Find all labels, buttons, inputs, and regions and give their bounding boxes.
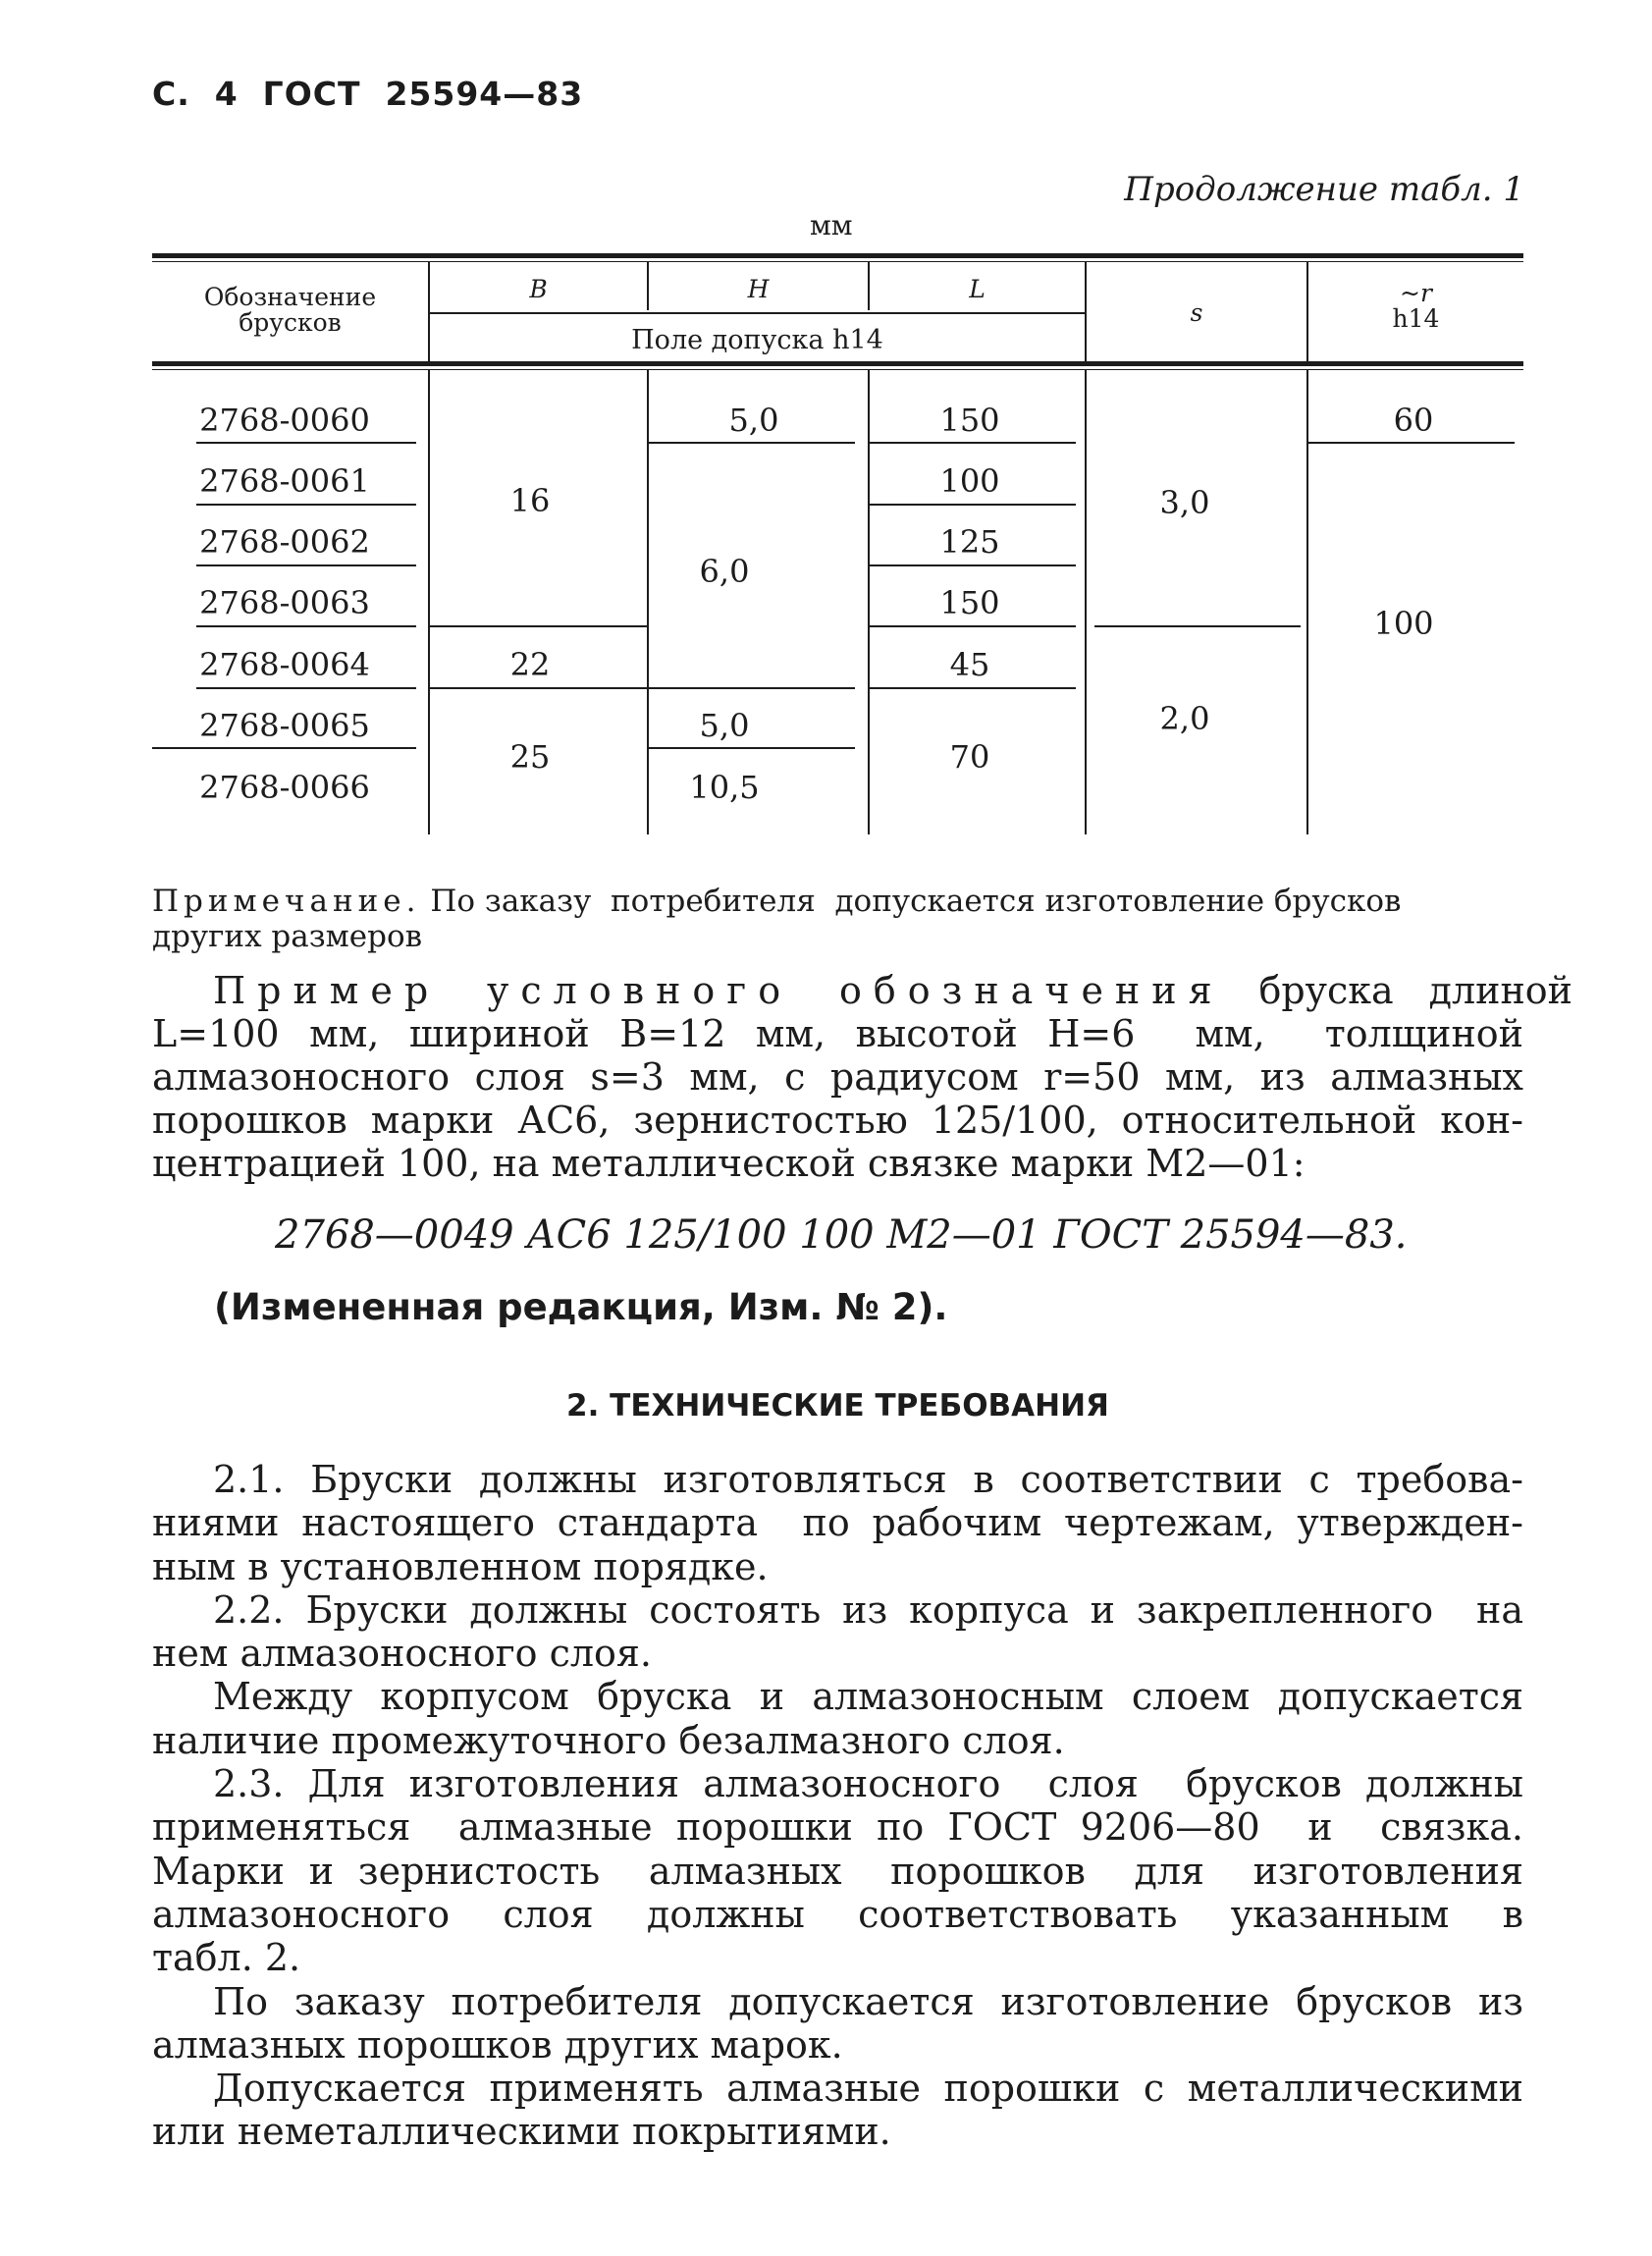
h-rule xyxy=(649,687,855,689)
table-cell-b: 16 xyxy=(509,482,551,519)
paragraph-line: алмазных порошков других марок. xyxy=(152,2022,843,2067)
paragraph-line: применяться алмазные порошки по ГОСТ 9206—80 и связка. xyxy=(152,1805,1523,1850)
l-rule xyxy=(870,564,1076,566)
table-unit: мм xyxy=(810,209,853,242)
header-r-tolerance: h14 xyxy=(1392,304,1440,334)
paragraph-line: По заказу потребителя допускается изготовление брусков из xyxy=(213,1979,1523,2023)
body-vline-3 xyxy=(868,370,870,834)
b-rule xyxy=(430,625,647,627)
l-rule xyxy=(870,504,1076,506)
paragraph-line: алмазоносного слоя должны соответствовать указанным в xyxy=(152,1892,1523,1936)
example-line-1 xyxy=(213,969,1572,1012)
table-cell-r: 100 xyxy=(1373,605,1434,642)
paragraph-line: табл. 2. xyxy=(152,1936,301,1980)
example-line-1-text: бруска длиной xyxy=(1258,969,1572,1012)
table-cell-l: 100 xyxy=(939,462,1000,500)
header-designation-line2: брусков xyxy=(239,308,342,338)
paragraph-line: Между корпусом бруска и алмазоносным слоем допускается xyxy=(213,1675,1523,1719)
table-cell-l: 150 xyxy=(939,584,1000,621)
example-line-2: L=100 мм, шириной B=12 мм, высотой H=6 мм, толщиной xyxy=(152,1012,1523,1055)
paragraph-line: наличие промежуточного безалмазного слоя. xyxy=(152,1718,1065,1762)
h-rule xyxy=(649,747,855,749)
h-rule xyxy=(649,442,855,444)
header-tolerance: Поле допуска h14 xyxy=(631,325,883,355)
row-rule xyxy=(196,564,416,566)
table-cell-l: 45 xyxy=(949,646,990,683)
table-header-rule xyxy=(152,361,1523,366)
page-header: С. 4 ГОСТ 25594—83 xyxy=(152,75,584,113)
table-cell-designation: 2768-0064 xyxy=(199,646,370,683)
section-title: 2. ТЕХНИЧЕСКИЕ ТРЕБОВАНИЯ xyxy=(566,1388,1109,1423)
table-cell-l: 70 xyxy=(949,738,990,776)
note-text: По заказу потребителя допускается изготовление брусков xyxy=(430,884,1402,919)
header-s: s xyxy=(1190,298,1203,327)
paragraph-line: Марки и зернистость алмазных порошков для изготовления xyxy=(152,1849,1523,1893)
revision-note: (Измененная редакция, Изм. № 2). xyxy=(214,1286,948,1328)
r-rule xyxy=(1308,442,1515,444)
header-r-symbol: ~r xyxy=(1400,279,1432,307)
row-rule xyxy=(196,625,416,627)
table-cell-designation: 2768-0066 xyxy=(199,769,370,806)
table-cell-designation: 2768-0063 xyxy=(199,584,370,621)
body-vline-1 xyxy=(428,370,430,834)
table-cell-designation: 2768-0061 xyxy=(199,462,370,500)
paragraph-line: 2.2. Бруски должны состоять из корпуса и закрепленного на xyxy=(213,1587,1523,1632)
table-cell-b: 25 xyxy=(509,738,551,776)
body-vline-4 xyxy=(1085,370,1087,834)
header-designation-line1: Обозначение xyxy=(203,283,377,311)
header-r xyxy=(1308,281,1523,333)
table-cell-h: 5,0 xyxy=(728,402,779,439)
header-designation xyxy=(152,285,428,337)
table-continuation-label: Продолжение табл. 1 xyxy=(1124,170,1524,209)
header-mid-rule xyxy=(428,312,1085,314)
header-b: B xyxy=(529,275,548,303)
example-line-3: алмазоносного слоя s=3 мм, с радиусом r=50 мм, из алмазных xyxy=(152,1055,1523,1099)
table-top-rule xyxy=(152,253,1523,258)
paragraph-line: ниями настоящего стандарта по рабочим чертежам, утвержден- xyxy=(152,1501,1523,1545)
note-text-line2: других размеров xyxy=(152,919,423,954)
table-cell-h: 10,5 xyxy=(689,769,760,806)
paragraph-line: 2.3. Для изготовления алмазоносного слоя брусков должны xyxy=(213,1762,1523,1806)
body-vline-5 xyxy=(1306,370,1308,834)
example-line-4: порошков марки АС6, зернистостью 125/100, относительной кон- xyxy=(152,1099,1523,1142)
paragraph-line: или неметаллическими покрытиями. xyxy=(152,2110,891,2154)
example-paragraph xyxy=(152,969,1572,1185)
example-line-5: центрацией 100, на металлической связке марки М2—01: xyxy=(152,1142,1306,1185)
table-cell-designation: 2768-0065 xyxy=(199,707,370,744)
table-cell-r: 60 xyxy=(1393,402,1434,439)
table-cell-s: 3,0 xyxy=(1159,484,1210,521)
paragraph-line: нем алмазоносного слоя. xyxy=(152,1632,652,1676)
row-rule xyxy=(152,747,416,749)
table-cell-l: 150 xyxy=(939,402,1000,439)
table-cell-designation: 2768-0062 xyxy=(199,523,370,561)
l-rule xyxy=(870,687,1076,689)
table-cell-l: 125 xyxy=(939,523,1000,561)
b-rule xyxy=(430,687,647,689)
row-rule xyxy=(196,442,416,444)
header-l: L xyxy=(969,275,986,303)
technical-requirements-body xyxy=(152,1458,1523,2154)
row-rule xyxy=(196,687,416,689)
table-header-rule-thin xyxy=(152,369,1523,370)
example-designation-formula: 2768—0049 АС6 125/100 100 М2—01 ГОСТ 25594—83. xyxy=(275,1212,1408,1258)
row-rule xyxy=(196,504,416,506)
table-cell-s: 2,0 xyxy=(1159,700,1210,737)
table-cell-h: 6,0 xyxy=(699,553,750,590)
l-rule xyxy=(870,625,1076,627)
example-label: Пример условного обозначения xyxy=(213,969,1224,1012)
table-note xyxy=(152,884,1523,954)
header-h: H xyxy=(747,275,770,303)
table-cell-h: 5,0 xyxy=(699,707,750,744)
table-cell-b: 22 xyxy=(509,646,551,683)
s-rule xyxy=(1094,625,1301,627)
body-vline-2 xyxy=(647,370,649,834)
table-top-rule-thin xyxy=(152,261,1523,262)
paragraph-line: Допускается применять алмазные порошки с металлическими xyxy=(213,2067,1523,2111)
l-rule xyxy=(870,442,1076,444)
table-cell-designation: 2768-0060 xyxy=(199,402,370,439)
paragraph-line: ным в установленном порядке. xyxy=(152,1544,769,1588)
note-label: Примечание. xyxy=(152,884,421,919)
paragraph-line: 2.1. Бруски должны изготовляться в соответствии с требова- xyxy=(213,1458,1523,1501)
